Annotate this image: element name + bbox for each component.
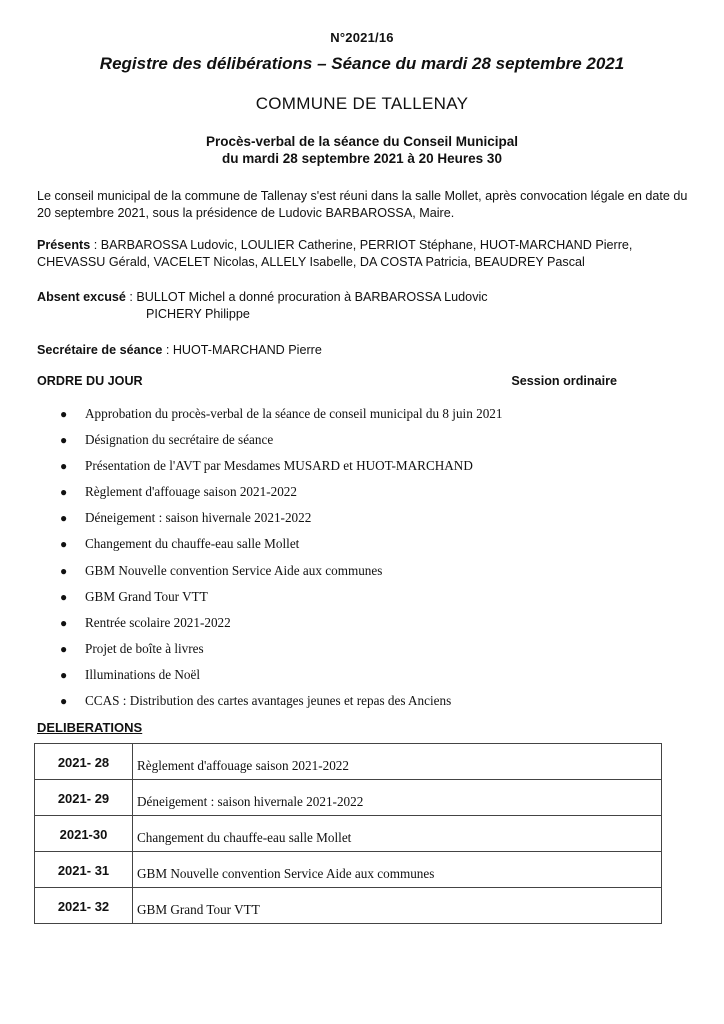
deliberation-number: 2021- 32 [35, 888, 133, 924]
bullet-icon: ● [60, 433, 68, 448]
minutes-title-line-1: Procès-verbal de la séance du Conseil Municipal [205, 134, 519, 149]
secretary-name: : HUOT-MARCHAND Pierre [162, 343, 322, 357]
agenda-item-text: Présentation de l'AVT par Mesdames MUSARD et HUOT-MARCHAND [85, 458, 473, 474]
deliberation-number: 2021-30 [35, 816, 133, 852]
deliberation-number: 2021- 31 [35, 852, 133, 888]
deliberation-title: GBM Grand Tour VTT [133, 888, 662, 924]
present-list: : BARBAROSSA Ludovic, LOULIER Catherine, PERRIOT Stéphane, HUOT-MARCHAND Pierre, CHEVASSU Gérald, VACELET Nicolas, ALLELY Isabelle, DA COSTA Patricia, BEAUDREY Pascal [37, 238, 633, 269]
document-number: N°2021/16 [330, 30, 394, 45]
table-row [35, 780, 662, 816]
secretary-label: Secrétaire de séance [37, 343, 163, 357]
agenda-list [0, 401, 502, 714]
deliberation-title: Déneigement : saison hivernale 2021-2022 [133, 780, 662, 816]
agenda-item [0, 610, 502, 636]
bullet-icon: ● [60, 641, 68, 656]
agenda-item [0, 662, 502, 688]
deliberation-title: Changement du chauffe-eau salle Mollet [133, 816, 662, 852]
agenda-item [0, 636, 502, 662]
agenda-item [0, 688, 502, 714]
absent-line-2: PICHERY Philippe [146, 307, 250, 321]
absent-label: Absent excusé [37, 290, 126, 304]
agenda-item-text: Projet de boîte à livres [85, 640, 204, 656]
agenda-item [0, 531, 502, 557]
table-row [35, 852, 662, 888]
bullet-icon: ● [60, 667, 68, 682]
bullet-icon: ● [60, 694, 68, 709]
bullet-icon: ● [60, 563, 68, 578]
table-row [35, 888, 662, 924]
bullet-icon: ● [60, 407, 68, 421]
agenda-item [0, 427, 502, 453]
commune-title: COMMUNE DE TALLENAY [255, 94, 469, 113]
table-row [35, 744, 662, 780]
agenda-item [0, 401, 502, 427]
deliberations-table [34, 743, 662, 924]
agenda-item-text: Déneigement : saison hivernale 2021-2022 [85, 510, 312, 526]
deliberation-number: 2021- 28 [35, 744, 133, 780]
session-type: Session ordinaire [511, 374, 617, 388]
minutes-title-line-2: du mardi 28 septembre 2021 à 20 Heures 30 [222, 151, 502, 166]
absent-members [37, 289, 697, 323]
agenda-item [0, 505, 502, 531]
deliberation-title: GBM Nouvelle convention Service Aide aux communes [133, 852, 662, 888]
agenda-item-text: Désignation du secrétaire de séance [85, 432, 274, 448]
deliberations-title: DELIBERATIONS [37, 720, 143, 735]
intro-paragraph: Le conseil municipal de la commune de Tallenay s'est réuni dans la salle Mollet, après convocation légale en date du 20 septembre 2021, sous la présidence de Ludovic BARBAROSSA, Maire. [37, 189, 688, 220]
agenda-item [0, 584, 502, 610]
agenda-item-text: Illuminations de Noël [85, 666, 201, 682]
register-title: Registre des délibérations – Séance du mardi 28 septembre 2021 [99, 54, 625, 73]
agenda-item-text: Changement du chauffe-eau salle Mollet [85, 536, 300, 552]
agenda-item-text: CCAS : Distribution des cartes avantages jeunes et repas des Anciens [85, 693, 452, 709]
present-members [37, 237, 697, 271]
present-label: Présents [37, 238, 91, 252]
agenda-item [0, 479, 502, 505]
bullet-icon: ● [60, 459, 68, 474]
agenda-title: ORDRE DU JOUR [37, 374, 143, 388]
table-row [35, 816, 662, 852]
agenda-item-text: Règlement d'affouage saison 2021-2022 [85, 484, 297, 500]
deliberation-number: 2021- 29 [35, 780, 133, 816]
agenda-item-text: Rentrée scolaire 2021-2022 [85, 614, 231, 630]
agenda-item-text: GBM Nouvelle convention Service Aide aux communes [85, 562, 383, 578]
bullet-icon: ● [60, 511, 68, 526]
agenda-item-text: Approbation du procès-verbal de la séance de conseil municipal du 8 juin 2021 [85, 406, 503, 421]
bullet-icon: ● [60, 589, 68, 604]
deliberation-title: Règlement d'affouage saison 2021-2022 [133, 744, 662, 780]
session-secretary [37, 342, 697, 359]
agenda-item [0, 558, 502, 584]
bullet-icon: ● [60, 537, 68, 552]
bullet-icon: ● [60, 485, 68, 500]
agenda-header [37, 374, 617, 388]
agenda-item-text: GBM Grand Tour VTT [85, 588, 208, 604]
bullet-icon: ● [60, 615, 68, 630]
absent-line-1: : BULLOT Michel a donné procuration à BARBAROSSA Ludovic [125, 290, 488, 304]
agenda-item [0, 453, 502, 479]
